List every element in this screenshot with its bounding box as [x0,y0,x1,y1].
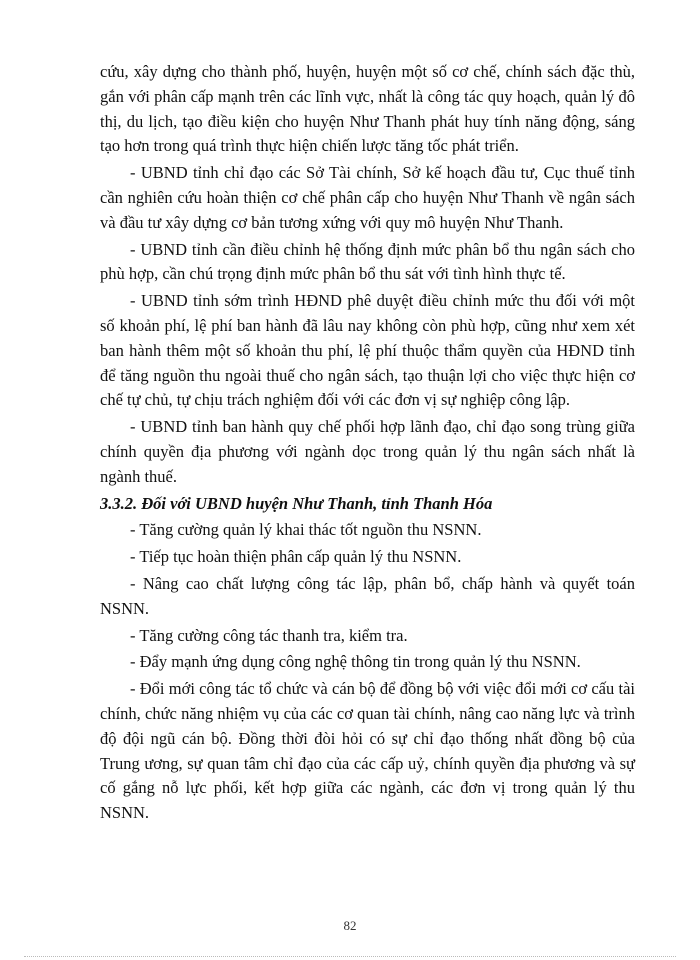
document-body [100,60,635,828]
bullet-item: - Nâng cao chất lượng công tác lập, phân bổ, chấp hành và quyết toán NSNN. [100,573,635,618]
bullet-item: - Đổi mới công tác tổ chức và cán bộ để đồng bộ với việc đổi mới cơ cấu tài chính, chức năng nhiệm vụ của các cơ quan tài chính, nâng cao năng lực và trình độ đội ngũ cán bộ. Đồng thời đòi hỏi có sự chỉ đạo thống nhất đồng bộ của Trung ương, sự quan tâm chỉ đạo của các cấp uỷ, chính quyền địa phương và sự cố gắng nỗ lực phối, kết hợp giữa các ngành, các đơn vị trong quản lý thu NSNN. [100,679,635,823]
section-heading: 3.3.2. Đối với UBND huyện Như Thanh, tỉnh Thanh Hóa [100,493,493,513]
paragraph-recommendation: - UBND tỉnh cần điều chỉnh hệ thống định mức phân bổ thu ngân sách cho phù hợp, cần chú trọng định mức phân bổ thu sát với tình hình thực tế. [100,239,635,284]
paragraph-recommendation: - UBND tỉnh ban hành quy chế phối hợp lãnh đạo, chỉ đạo song trùng giữa chính quyền địa phương với ngành dọc trong quản lý thu ngân sách nhất là ngành thuế. [100,417,635,486]
paragraph-continuation: cứu, xây dựng cho thành phố, huyện, huyện một số cơ chế, chính sách đặc thù, gắn với phân cấp mạnh trên các lĩnh vực, nhất là công tác quy hoạch, quản lý đô thị, du lịch, tạo điều kiện cho huyện Như Thanh phát huy tính năng động, sáng tạo hơn trong quá trình thực hiện chiến lược tăng tốc phát triển. [100,62,635,156]
bullet-item: - Đẩy mạnh ứng dụng công nghệ thông tin trong quản lý thu NSNN. [130,652,581,672]
page-bottom-divider [24,956,676,957]
paragraph-recommendation: - UBND tỉnh sớm trình HĐND phê duyệt điều chỉnh mức thu đối với một số khoản phí, lệ phí ban hành đã lâu nay không còn phù hợp, cũng như xem xét ban hành thêm một số khoản thu phí, lệ phí thuộc thẩm quyền của HĐND tỉnh để tăng nguồn thu ngoài thuế cho ngân sách, tạo thuận lợi cho việc thực hiện cơ chế tự chủ, tự chịu trách nghiệm đối với các đơn vị sự nghiệp công lập. [100,291,635,410]
paragraph-recommendation: - UBND tỉnh chỉ đạo các Sở Tài chính, Sở kế hoạch đầu tư, Cục thuế tỉnh cần nghiên cứu hoàn thiện cơ chế phân cấp cho huyện Như Thanh về ngân sách và đầu tư xây dựng cơ bản tương xứng với quy mô huyện Như Thanh. [100,163,635,232]
bullet-item: - Tăng cường công tác thanh tra, kiểm tra. [130,625,408,645]
bullet-item: - Tiếp tục hoàn thiện phân cấp quản lý thu NSNN. [130,547,462,567]
bullet-item: - Tăng cường quản lý khai thác tốt nguồn thu NSNN. [130,520,482,540]
page-number: 82 [343,918,357,933]
